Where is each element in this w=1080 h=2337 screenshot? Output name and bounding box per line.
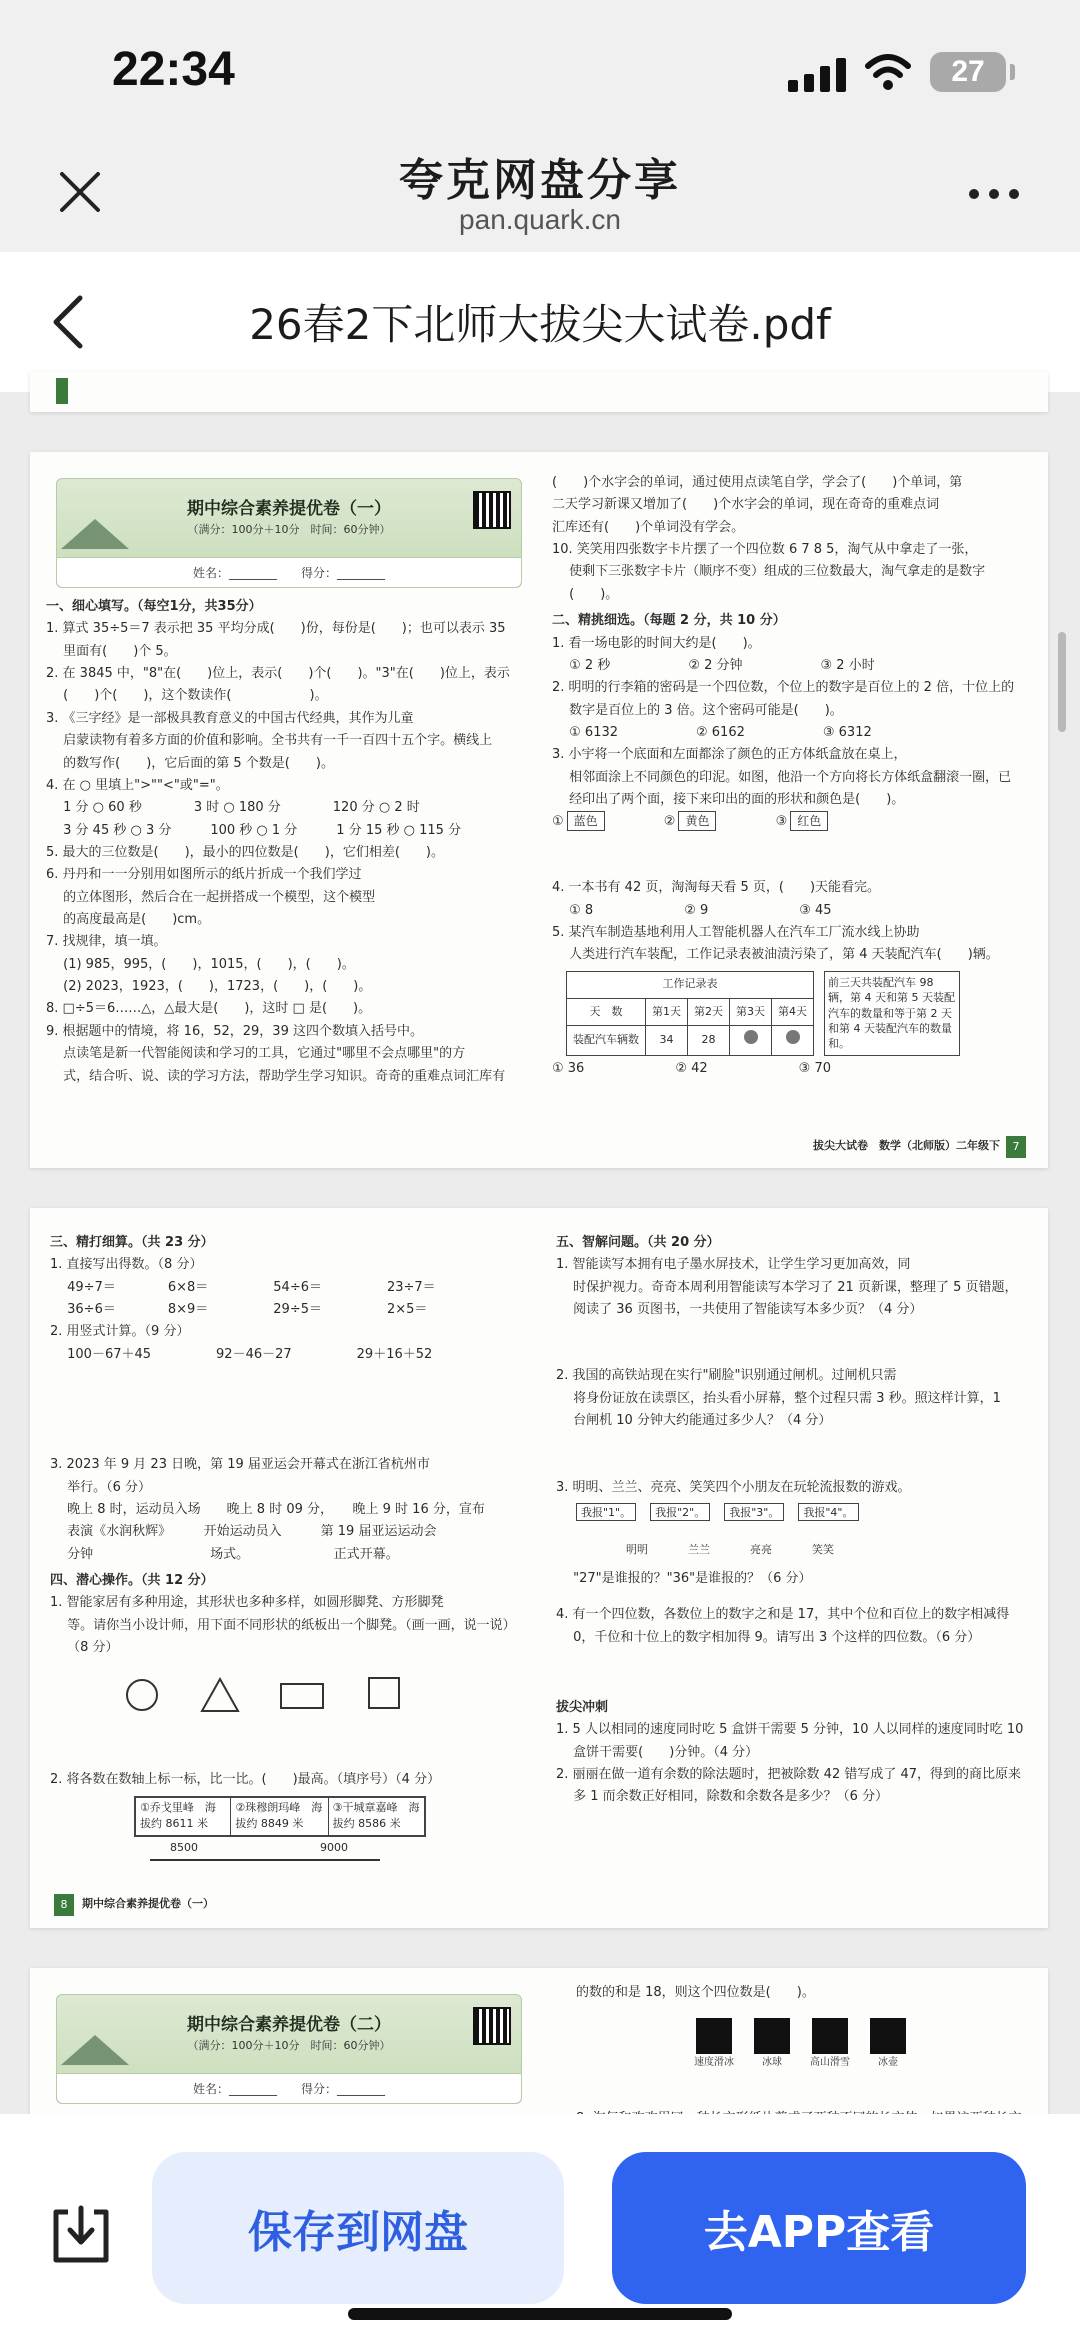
mountain-card: ③干城章嘉峰 海拔约 8586 米 — [332, 1800, 420, 1831]
spacer — [50, 1366, 530, 1454]
banner-title: 期中综合素养提优卷（一） — [187, 499, 391, 519]
text-line: 2. 用竖式计算。（9 分） — [50, 1324, 190, 1340]
sport-item — [810, 2018, 850, 2071]
text-line: ① 6132 ② 6162 ③ 6312 — [552, 724, 872, 740]
sports-icons — [694, 2018, 906, 2071]
work-record-table — [566, 971, 814, 1056]
exam-banner — [56, 478, 522, 588]
text-line: 将身份证放在读票区，抬头看小屏幕，整个过程只需 3 秒。照这样计算，1 — [556, 1390, 1001, 1406]
text-line: 4. 一本书有 42 页，淘淘每天看 5 页，( )天能看完。 — [552, 880, 881, 896]
text-line: 0，千位和十位上的数字相加得 9。请写出 3 个这样的四位数。（6 分） — [556, 1629, 981, 1645]
text-line: 1 分 ○ 60 秒 3 时 ○ 180 分 120 分 ○ 2 时 — [46, 800, 420, 816]
table-cell: 第3天 — [730, 998, 772, 1025]
page-number: 8 — [54, 1894, 74, 1916]
shape-row — [50, 1659, 530, 1769]
battery-icon: 27 — [930, 52, 1006, 92]
text-line: (2) 2023，1923，( )，1723，( )，( )。 — [46, 979, 372, 995]
text-line: 的立体图形，然后合在一起拼搭成一个模型，这个模型 — [46, 889, 376, 905]
banner-fields: 姓名：________ 得分：________ — [57, 2073, 521, 2103]
note-box: 前三天共装配汽车 98 辆，第 4 天和第 5 天装配汽车的数量和等于第 2 天和第 4 天装配汽车的数量和。 — [824, 971, 960, 1056]
text-line: 1. 智能读写本拥有电子墨水屏技术，让学生学习更加高效，同 — [556, 1257, 911, 1273]
text-line: 3. 明明、兰兰、亮亮、笑笑四个小朋友在玩轮流报数的游戏。 — [556, 1479, 911, 1495]
text-line: 2. 将各数在数轴上标一标，比一比。( )最高。（填序号）（4 分） — [50, 1772, 441, 1788]
axis-label: 8500 — [170, 1840, 198, 1854]
choice-box: 红色 — [790, 811, 828, 831]
text-line: 二、精挑细选。（每题 2 分，共 10 分） — [552, 613, 786, 629]
kid-names — [626, 1541, 1032, 1560]
home-indicator[interactable] — [348, 2308, 732, 2320]
status-time: 22:34 — [112, 43, 235, 96]
page-footer: 拔尖大试卷 数学（北师版）二年级下 — [813, 1139, 1000, 1153]
text-line: 经印出了两个面，接下来印出的面的形状和颜色是( )。 — [552, 792, 905, 808]
sport-label: 速度滑冰 — [694, 2057, 734, 2068]
text-line: 点读笔是新一代智能阅读和学习的工具，它通过"哪里不会点哪里"的方 — [46, 1046, 466, 1062]
kid-name: 兰兰 — [688, 1542, 710, 1556]
text-line: 四、潜心操作。（共 12 分） — [50, 1572, 214, 1588]
page1-right-column — [552, 472, 1032, 1132]
file-title: 26春2下北师大拔尖大试卷.pdf — [249, 300, 831, 349]
ice-hockey-icon — [754, 2018, 790, 2054]
text-line: ( )个( )，这个数读作( )。 — [46, 688, 328, 704]
text-line: ① 36 ② 42 ③ 70 — [552, 1060, 831, 1076]
status-bar — [0, 0, 1080, 140]
text-line: 时保护视力。奇奇本周利用智能读写本学习了 21 页新课，整理了 5 页错题， — [556, 1279, 1018, 1295]
speech-bubble: 我报"3"。 — [724, 1503, 784, 1521]
text-line: 3. 《三字经》是一部极具教育意义的中国古代经典，其作为儿童 — [46, 710, 414, 726]
speech-bubble: 我报"1"。 — [576, 1503, 636, 1521]
text-line: 三、精打细算。（共 23 分） — [50, 1235, 214, 1250]
spacer — [556, 1649, 1032, 1693]
text-line: 分钟 场式。 正式开幕。 — [50, 1546, 399, 1562]
page-marker — [56, 378, 68, 404]
site-title: 夸克网盘分享 — [399, 155, 681, 206]
circle-shape — [126, 1679, 158, 1711]
text-line: ① 2 秒 ② 2 分钟 ③ 2 小时 — [552, 657, 875, 673]
speed-skating-icon — [696, 2018, 732, 2054]
text-line: 的数的和是 18，则这个四位数是( )。 — [576, 1985, 815, 2000]
text-line: 2. 丽丽在做一道有余数的除法题时，把被除数 42 错写成了 47，得到的商比原来 — [556, 1766, 1022, 1782]
mountain-card: ②珠穆朗玛峰 海拔约 8849 米 — [231, 1798, 328, 1835]
text-line: 4. 有一个四位数，各数位上的数字之和是 17，其中个位和百位上的数字相减得 — [556, 1607, 1010, 1623]
mountain-card: ①乔戈里峰 海拔约 8611 米 — [136, 1798, 231, 1835]
text-line: 五、智解问题。（共 20 分） — [556, 1235, 720, 1250]
page-footer: 期中综合素养提优卷（一） — [82, 1897, 214, 1911]
browser-header — [0, 140, 1080, 252]
rectangle-shape — [280, 1683, 324, 1709]
text-line: 的数写作( )，它后面的第 5 个数是( )。 — [46, 755, 334, 771]
banner-fields: 姓名：________ 得分：________ — [57, 557, 521, 587]
table-cell: 28 — [688, 1026, 730, 1056]
square-shape — [368, 1677, 400, 1709]
download-button[interactable] — [46, 2200, 116, 2270]
battery-tip — [1010, 64, 1015, 80]
text-line: 5. 最大的三位数是( )，最小的四位数是( )，它们相差( )。 — [46, 844, 444, 860]
save-to-drive-button[interactable]: 保存到网盘 — [152, 2152, 564, 2304]
more-button[interactable] — [964, 184, 1024, 204]
text-line: 人类进行汽车装配，工作记录表被油渍污染了，第 4 天装配汽车( )辆。 — [552, 947, 999, 963]
table-cell: 装配汽车辆数 — [567, 1026, 646, 1056]
table-cell: 第2天 — [688, 998, 730, 1025]
text-line: 10. 笑笑用四张数字卡片摆了一个四位数 6 7 8 5，淘气从中拿走了一张， — [552, 542, 978, 558]
kid-name: 笑笑 — [812, 1542, 834, 1556]
pdf-page-2 — [30, 1208, 1048, 1928]
table-cell: 天 数 — [567, 998, 646, 1025]
pdf-page-prev — [30, 372, 1048, 412]
page2-left-column — [50, 1228, 530, 1878]
sport-label: 冰壶 — [878, 2057, 898, 2068]
triangle-shape — [200, 1677, 240, 1713]
text-line: 的高度最高是( )cm。 — [46, 912, 211, 928]
bottom-action-bar — [0, 2114, 1080, 2337]
curling-icon — [870, 2018, 906, 2054]
text-line: 9. 根据题中的情境，将 16，52，29，39 这四个数填入括号中。 — [46, 1023, 423, 1039]
text-line: 4. 在 ○ 里填上">""<"或"="。 — [46, 777, 229, 793]
text-line: 二天学习新课又增加了( )个水字会的单词，现在奇奇的重难点词 — [552, 497, 940, 513]
banner-subtitle: （满分：100分＋10分 时间：60分钟） — [187, 523, 391, 536]
speech-bubble: 我报"4"。 — [798, 1503, 858, 1521]
text-line: 阅读了 36 页图书，一共使用了智能读写本多少页？（4 分） — [556, 1302, 923, 1318]
speech-bubble: 我报"2"。 — [650, 1503, 710, 1521]
sport-label: 冰球 — [762, 2057, 782, 2068]
choice-box: 蓝色 — [567, 811, 605, 831]
kid-name: 亮亮 — [750, 1542, 772, 1556]
sport-item — [694, 2018, 734, 2071]
text-line: 式，结合听、说、读的学习方法，帮助学生学习知识。奇奇的重难点词汇库有 — [46, 1068, 506, 1084]
table-title: 工作记录表 — [567, 971, 814, 998]
text-line: 数字是百位上的 3 倍。这个密码可能是( )。 — [552, 702, 843, 718]
sport-label: 高山滑雪 — [810, 2057, 850, 2068]
text-line: （8 分） — [50, 1640, 119, 1656]
spacer — [556, 1321, 1032, 1365]
text-line: 3. 小宇将一个底面和左面都涂了颜色的正方体纸盒放在桌上， — [552, 747, 907, 763]
dot — [989, 189, 999, 199]
dot — [969, 189, 979, 199]
text-line: 等。请你当小设计师，用下面不同形状的纸板出一个脚凳。（画一画，说一说） — [50, 1617, 516, 1633]
text-line: 里面有( )个 5。 — [46, 643, 177, 659]
text-line: (1) 985，995，( )，1015，( )，( )。 — [46, 956, 355, 972]
site-url: pan.quark.cn — [459, 204, 621, 235]
pdf-viewer[interactable] — [0, 392, 1080, 2114]
text-line: 台闸机 10 分钟大约能通过多少人？（4 分） — [556, 1413, 832, 1429]
text-line: 表演《水润秋辉》 开始运动员入 第 19 届亚运运动会 — [50, 1524, 437, 1540]
page2-right-column — [556, 1228, 1032, 1878]
text-line: 1. 算式 35÷5＝7 表示把 35 平均分成( )份，每份是( )；也可以表示 35 — [46, 621, 506, 637]
text-line: ( )个水字会的单词，通过使用点读笔自学，学会了( )个单词，第 — [552, 475, 963, 490]
signal-icon — [788, 58, 848, 92]
choice-box: 黄色 — [678, 811, 716, 831]
text-line: 启蒙读物有着多方面的价值和影响。全书共有一千一百四十五个字。横线上 — [46, 733, 493, 749]
table-cell: 34 — [646, 1026, 688, 1056]
text-line: 汇库还有( )个单词没有学会。 — [552, 519, 745, 535]
alpine-skiing-icon — [812, 2018, 848, 2054]
text-line: 相邻面涂上不同颜色的印泥。如图，他沿一个方向将长方体纸盒翻滚一圈，已 — [552, 769, 1012, 785]
text-line: 5. 某汽车制造基地利用人工智能机器人在汽车工厂流水线上协助 — [552, 925, 920, 941]
text-line: 2. 在 3845 中，"8"在( )位上，表示( )个( )。"3"在( )位上，表示 — [46, 666, 510, 682]
axis-line — [150, 1859, 380, 1861]
text-line: "27"是谁报的？"36"是谁报的？（6 分） — [556, 1570, 812, 1586]
text-line: 36÷6＝ 8×9＝ 29÷5＝ 2×5＝ — [50, 1302, 428, 1318]
text-line: ( )。 — [552, 586, 619, 602]
text-line: ① 8 ② 9 ③ 45 — [552, 902, 832, 918]
banner-title: 期中综合素养提优卷（二） — [187, 2015, 391, 2035]
text-line: 多 1 而余数正好相同，除数和余数各是多少？（6 分） — [556, 1789, 889, 1805]
text-line: 3. 2023 年 9 月 23 日晚，第 19 届亚运会开幕式在浙江省杭州市 — [50, 1457, 430, 1473]
spacer — [556, 1590, 1032, 1604]
table-cell — [772, 1026, 814, 1056]
table-cell — [730, 1026, 772, 1056]
sport-item — [754, 2018, 790, 2071]
kid-name: 明明 — [626, 1542, 648, 1556]
text-line: 6. 丹丹和一一分别用如图所示的纸片折成一个我们学过 — [46, 867, 362, 883]
text-line: 拔尖冲刺 — [556, 1699, 609, 1715]
text-line: 举行。（6 分） — [50, 1479, 152, 1495]
sport-item — [870, 2018, 906, 2071]
spacer — [556, 1433, 1032, 1477]
wifi-icon — [866, 52, 910, 92]
text-line: 晚上 8 时，运动员入场 晚上 8 时 09 分， 晚上 9 时 16 分，宣布 — [50, 1501, 485, 1517]
scrollbar-thumb[interactable] — [1058, 632, 1066, 732]
text-line: 盒饼干需要( )分钟。（4 分） — [556, 1744, 759, 1760]
text-line: 一、细心填写。（每空1分，共35分） — [46, 599, 262, 614]
banner-subtitle: （满分：100分＋10分 时间：60分钟） — [187, 2039, 391, 2052]
page-number: 7 — [1006, 1136, 1026, 1158]
table-cell: 第1天 — [646, 998, 688, 1025]
qr-code — [473, 491, 511, 529]
table-cell: 第4天 — [772, 998, 814, 1025]
pdf-page-1 — [30, 452, 1048, 1168]
page1-left-column — [46, 592, 532, 1152]
qr-code — [473, 2007, 511, 2045]
choice-row: ① 蓝色 ② 黄色 ③ 红色 — [552, 811, 1032, 877]
axis-label: 9000 — [320, 1840, 348, 1854]
text-line: 7. 找规律，填一填。 — [46, 934, 167, 950]
text-line: 1. 直接写出得数。（8 分） — [50, 1257, 203, 1273]
text-line: 100－67＋45 92－46－27 29＋16＋52 — [50, 1346, 433, 1362]
text-line: 3 分 45 秒 ○ 3 分 100 秒 ○ 1 分 1 分 15 秒 ○ 115 分 — [46, 822, 462, 838]
number-axis — [150, 1837, 390, 1867]
mountain-cards — [134, 1796, 426, 1837]
text-line: 1. 5 人以相同的速度同时吃 5 盒饼干需要 5 分钟，10 人以同样的速度同时吃 10 — [556, 1722, 1024, 1738]
text-line: 使剩下三张数字卡片（顺序不变）组成的三位数最大，淘气拿走的是数字 — [552, 564, 986, 580]
text-line: 1. 看一场电影的时间大约是( )。 — [552, 635, 761, 651]
open-in-app-button[interactable]: 去APP查看 — [612, 2152, 1026, 2304]
text-line: 8. □÷5＝6……△，△最大是( )，这时 □ 是( )。 — [46, 1001, 372, 1017]
work-record — [566, 971, 1032, 1056]
dot — [1009, 189, 1019, 199]
file-title-bar — [0, 252, 1080, 392]
exam-banner — [56, 1994, 522, 2104]
text-line: 1. 智能家居有多种用途，其形状也多种多样，如圆形脚凳、方形脚凳 — [50, 1595, 444, 1611]
text-line: 2. 我国的高铁站现在实行"刷脸"识别通过闸机。过闸机只需 — [556, 1368, 897, 1384]
text-line: 2. 明明的行李箱的密码是一个四位数，个位上的数字是百位上的 2 倍，十位上的 — [552, 680, 1015, 696]
text-line: 49÷7＝ 6×8＝ 54÷6＝ 23÷7＝ — [50, 1279, 436, 1295]
